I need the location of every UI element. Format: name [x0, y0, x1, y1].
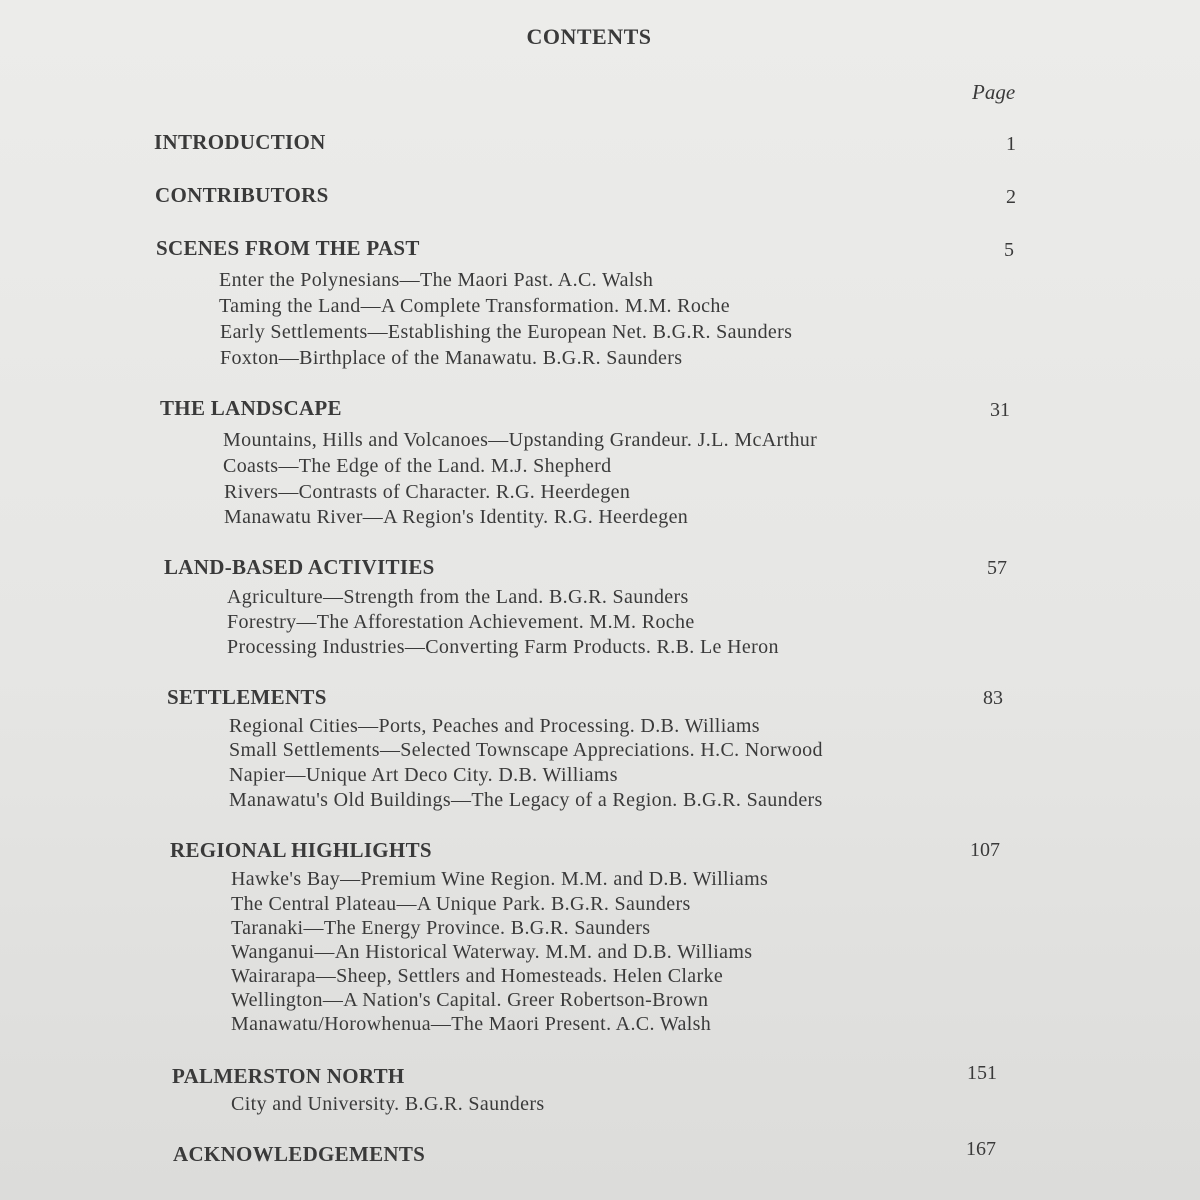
section-heading-the-landscape: THE LANDSCAPE [160, 396, 342, 420]
section-page-the-landscape: 31 [990, 399, 1010, 421]
entry-item: Rivers—Contrasts of Character. R.G. Heerdegen [224, 481, 631, 503]
entry-item: Hawke's Bay—Premium Wine Region. M.M. and D.B. Williams [231, 868, 769, 890]
entry-item: Manawatu's Old Buildings—The Legacy of a Region. B.G.R. Saunders [229, 789, 823, 811]
entry-item: Manawatu River—A Region's Identity. R.G. Heerdegen [224, 506, 689, 528]
entry-item: Manawatu/Horowhenua—The Maori Present. A.C. Walsh [231, 1013, 712, 1035]
entry-item: Small Settlements—Selected Townscape Appreciations. H.C. Norwood [229, 739, 823, 761]
section-heading-introduction: INTRODUCTION [154, 130, 326, 154]
section-page-regional-highlights: 107 [970, 839, 1000, 861]
entry-item: Mountains, Hills and Volcanoes—Upstanding Grandeur. J.L. McArthur [223, 429, 818, 451]
entry-item: Regional Cities—Ports, Peaches and Processing. D.B. Williams [229, 715, 760, 737]
section-heading-settlements: SETTLEMENTS [167, 685, 327, 709]
section-page-introduction: 1 [1006, 133, 1016, 155]
section-heading-land-based-activities: LAND-BASED ACTIVITIES [164, 555, 435, 579]
section-heading-scenes-from-the-past: SCENES FROM THE PAST [156, 236, 420, 260]
entry-item: Wanganui—An Historical Waterway. M.M. and D.B. Williams [231, 941, 753, 963]
entry-item: Taranaki—The Energy Province. B.G.R. Saunders [231, 917, 651, 939]
entry-item: Processing Industries—Converting Farm Products. R.B. Le Heron [227, 636, 779, 658]
entry-item: Foxton—Birthplace of the Manawatu. B.G.R. Saunders [220, 347, 683, 369]
entry-item: Wellington—A Nation's Capital. Greer Robertson-Brown [231, 989, 709, 1011]
entry-item: Taming the Land—A Complete Transformation. M.M. Roche [219, 295, 730, 317]
entry-item: Coasts—The Edge of the Land. M.J. Shepherd [223, 455, 612, 477]
entry-item: Napier—Unique Art Deco City. D.B. Williams [229, 764, 618, 786]
entry-item: The Central Plateau—A Unique Park. B.G.R. Saunders [231, 893, 691, 915]
section-page-land-based-activities: 57 [987, 557, 1007, 579]
entry-item: City and University. B.G.R. Saunders [231, 1093, 545, 1115]
section-page-settlements: 83 [983, 687, 1003, 709]
entry-item: Wairarapa—Sheep, Settlers and Homesteads. Helen Clarke [231, 965, 724, 987]
entry-item: Agriculture—Strength from the Land. B.G.R. Saunders [227, 586, 689, 608]
section-page-contributors: 2 [1006, 186, 1016, 208]
section-heading-palmerston-north: PALMERSTON NORTH [172, 1064, 405, 1088]
page-column-label: Page [972, 80, 1016, 104]
entry-item: Forestry—The Afforestation Achievement. M.M. Roche [227, 611, 695, 633]
section-heading-contributors: CONTRIBUTORS [155, 183, 329, 207]
section-heading-regional-highlights: REGIONAL HIGHLIGHTS [170, 838, 432, 862]
section-heading-acknowledgements: ACKNOWLEDGEMENTS [173, 1142, 426, 1166]
page-title: CONTENTS [526, 24, 652, 49]
entry-item: Enter the Polynesians—The Maori Past. A.C. Walsh [219, 269, 654, 291]
entry-item: Early Settlements—Establishing the European Net. B.G.R. Saunders [220, 321, 793, 343]
section-page-palmerston-north: 151 [967, 1062, 997, 1084]
section-page-scenes-from-the-past: 5 [1004, 239, 1014, 261]
section-page-acknowledgements: 167 [966, 1138, 996, 1160]
